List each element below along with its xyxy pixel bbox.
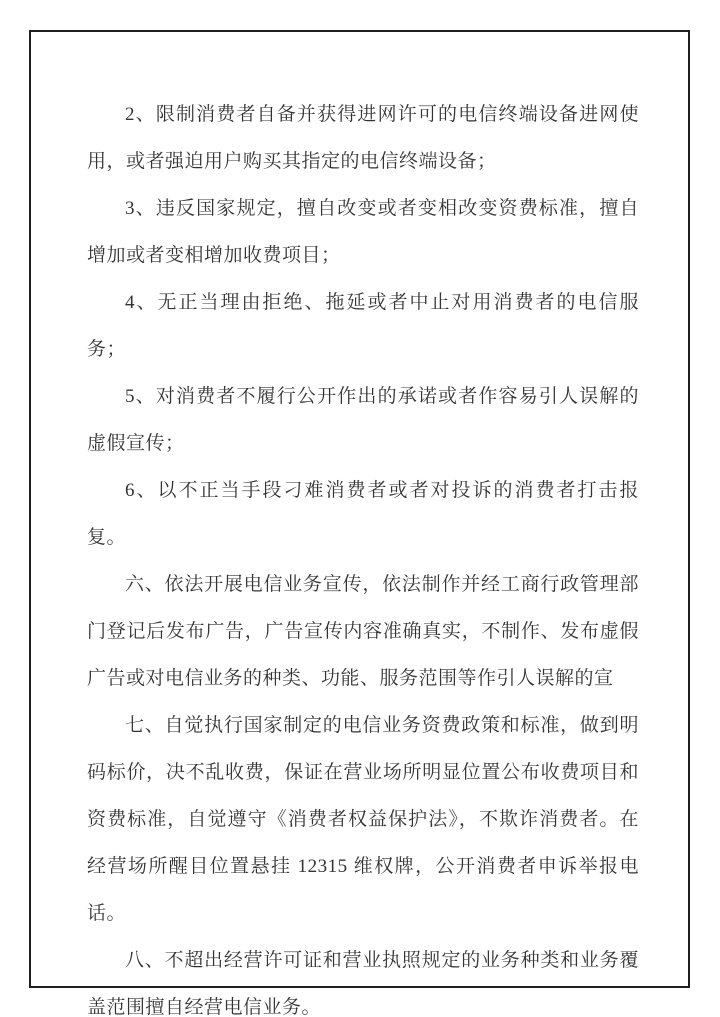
document-paragraph: 6、以不正当手段刁难消费者或者对投诉的消费者打击报复。: [87, 480, 639, 548]
document-body: [87, 91, 639, 1017]
document-paragraph: 3、违反国家规定，擅自改变或者变相改变资费标准，擅自增加或者变相增加收费项目；: [87, 198, 639, 266]
document-paragraph: 六、依法开展电信业务宣传，依法制作并经工商行政管理部门登记后发布广告，广告宣传内容准确真实，不制作、发布虚假广告或对电信业务的种类、功能、服务范围等作引人误解的宣: [87, 574, 639, 689]
document-paragraph: 4、无正当理由拒绝、拖延或者中止对用消费者的电信服务；: [87, 292, 639, 360]
document-paragraph: 八、不超出经营许可证和营业执照规定的业务种类和业务覆盖范围擅自经营电信业务。: [87, 950, 639, 1017]
document-paragraph: 2、限制消费者自备并获得进网许可的电信终端设备进网使用，或者强迫用户购买其指定的电信终端设备；: [87, 104, 639, 172]
document-paragraph: 七、自觉执行国家制定的电信业务资费政策和标准，做到明码标价，决不乱收费，保证在营业场所明显位置公布收费项目和资费标准，自觉遵守《消费者权益保护法》，不欺诈消费者。在经营场所醒目位置悬挂 12315 维权牌，公开消费者申诉举报电话。: [87, 715, 639, 924]
document-paragraph: 5、对消费者不履行公开作出的承诺或者作容易引人误解的虚假宣传；: [87, 386, 639, 454]
